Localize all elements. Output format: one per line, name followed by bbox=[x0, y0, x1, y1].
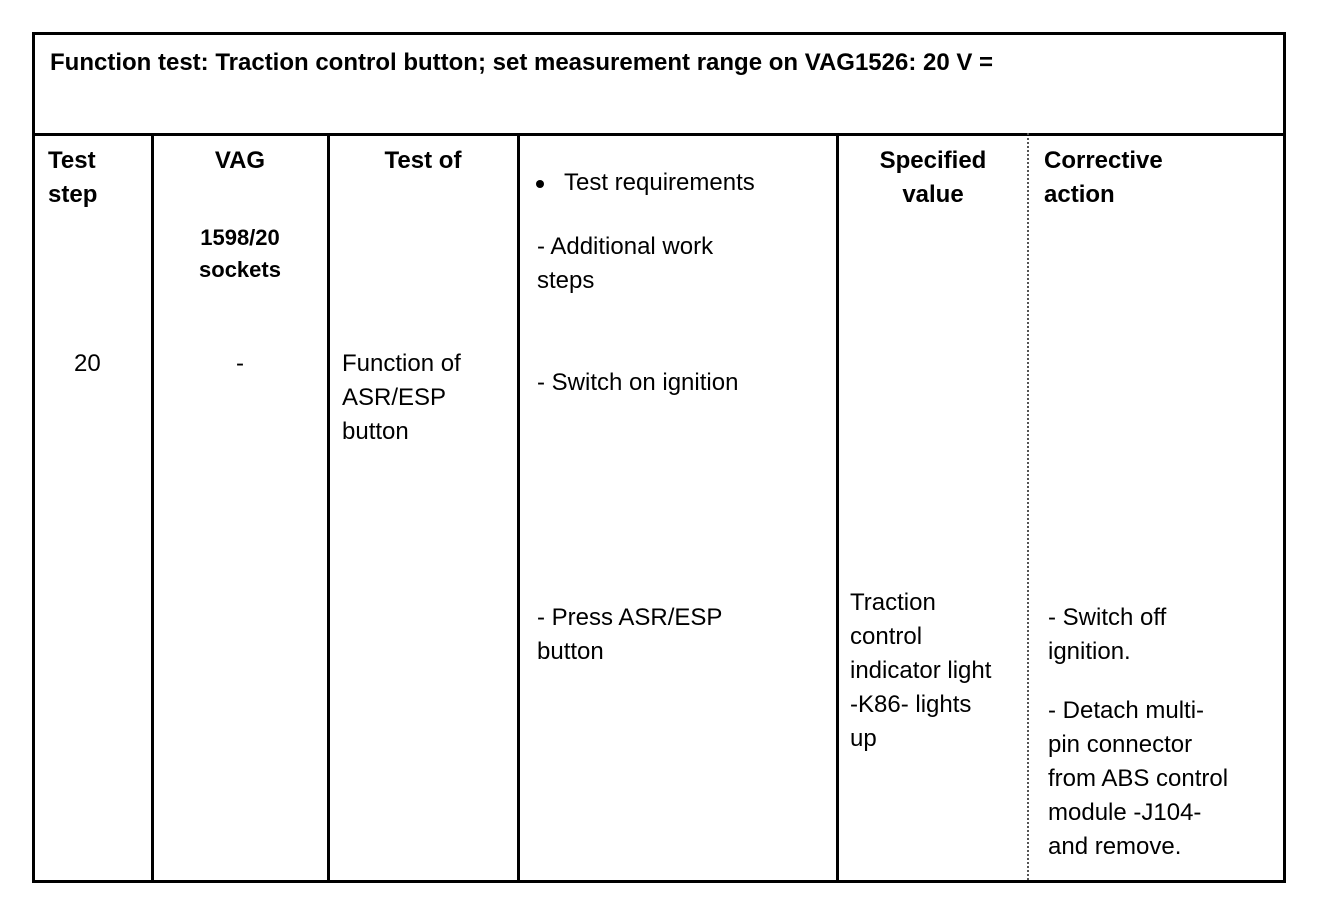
header-vag-line: 1598/20 bbox=[200, 225, 280, 250]
cell-specified-line: Traction bbox=[850, 589, 936, 616]
header-specified-line: value bbox=[902, 181, 964, 208]
header-vag-sockets bbox=[152, 222, 328, 286]
header-additional-steps bbox=[537, 230, 713, 298]
cell-step-line: button bbox=[537, 638, 604, 665]
table-title: Function test: Traction control button; set measurement range on VAG1526: 20 V = bbox=[50, 49, 994, 76]
cell-specified-line: up bbox=[850, 725, 877, 752]
column-divider-dotted bbox=[1027, 133, 1029, 880]
header-vag-line: VAG bbox=[214, 147, 266, 174]
header-test-requirements bbox=[522, 166, 755, 200]
cell-specified-value bbox=[850, 586, 991, 756]
header-test-step-line: step bbox=[48, 181, 98, 208]
header-vag-line: sockets bbox=[199, 257, 281, 282]
cell-corrective-line: pin connector bbox=[1048, 731, 1193, 758]
header-additional-line: steps bbox=[537, 267, 595, 294]
cell-corrective-line: module -J104- bbox=[1048, 799, 1202, 826]
cell-test-step: 20 bbox=[74, 350, 101, 377]
header-vag bbox=[152, 144, 328, 178]
cell-test-of-line: button bbox=[342, 418, 409, 445]
cell-test-of bbox=[342, 347, 461, 449]
cell-corrective-line: and remove. bbox=[1048, 833, 1182, 860]
bullet-icon bbox=[536, 180, 544, 188]
cell-specified-line: control bbox=[850, 623, 923, 650]
cell-corrective-line: ignition. bbox=[1048, 638, 1131, 665]
cell-specified-line: indicator light bbox=[850, 657, 992, 684]
header-test-step bbox=[48, 144, 97, 212]
cell-test-of-line: ASR/ESP bbox=[342, 384, 447, 411]
header-corrective-action bbox=[1044, 144, 1163, 212]
cell-step-line: - Press ASR/ESP bbox=[537, 604, 723, 631]
cell-corrective-line: - Switch off bbox=[1048, 604, 1167, 631]
header-test-of: Test of bbox=[384, 147, 462, 174]
table-title-row bbox=[35, 35, 1283, 136]
cell-step-switch-on: - Switch on ignition bbox=[537, 369, 739, 396]
cell-step-press-button bbox=[537, 601, 722, 669]
header-specified-line: Specified bbox=[879, 147, 987, 174]
cell-corrective-line: from ABS control bbox=[1048, 765, 1229, 792]
header-test-step-line: Test bbox=[48, 147, 96, 174]
column-divider bbox=[517, 133, 520, 880]
header-specified-value bbox=[837, 144, 1029, 212]
cell-vag-sockets: - bbox=[236, 350, 244, 377]
cell-corrective-line: - Detach multi- bbox=[1048, 697, 1205, 724]
cell-corrective-detach bbox=[1048, 694, 1228, 864]
cell-specified-line: -K86- lights bbox=[850, 691, 972, 718]
header-corrective-line: Corrective bbox=[1044, 147, 1163, 174]
cell-test-of-line: Function of bbox=[342, 350, 461, 377]
cell-corrective-switch-off bbox=[1048, 601, 1166, 669]
header-corrective-line: action bbox=[1044, 181, 1115, 208]
header-test-requirements-label: Test requirements bbox=[564, 169, 755, 196]
column-divider bbox=[836, 133, 839, 880]
header-additional-line: - Additional work bbox=[537, 233, 714, 260]
